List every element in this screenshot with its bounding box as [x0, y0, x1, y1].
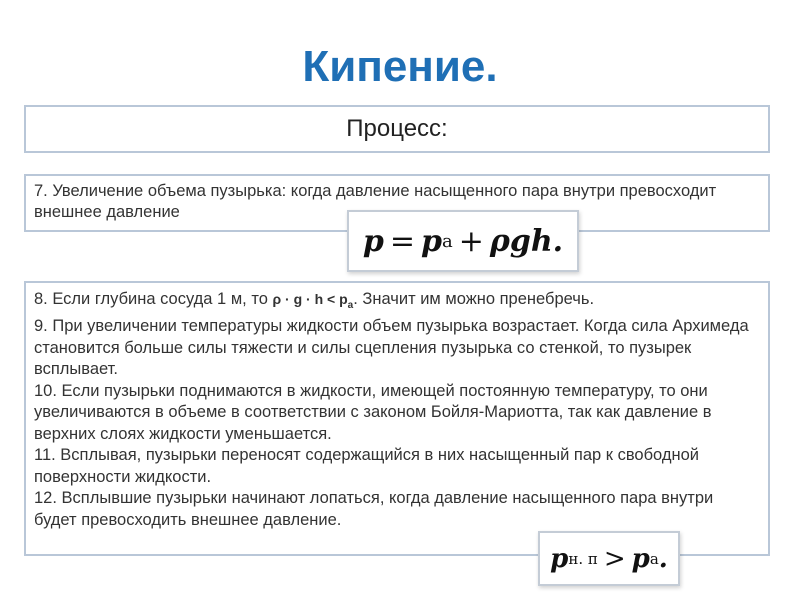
formula-1-plus: +: [458, 223, 484, 259]
formula-pressure-inside: [347, 210, 579, 272]
list-item-9: 9. При увеличении температуры жидкости объем пузырька возрастает. Когда сила Архимеда становится больше силы тяжести и силы сцепления пузырька со стенкой, то пузырек всплывает.: [34, 317, 749, 379]
item-8-prefix: 8. Если глубина сосуда 1 м, то: [34, 290, 268, 308]
formula-2-sub1: н. п: [568, 549, 598, 568]
formula-2-p2: p: [631, 543, 650, 574]
list-item-11: 11. Всплывая, пузырьки переносят содержащийся в них насыщенный пар к свободной поверхности жидкости.: [34, 446, 699, 486]
formula-2-p1: p: [550, 543, 569, 574]
formula-1-equals: =: [389, 223, 416, 259]
item-8-suffix: . Значит им можно пренебречь.: [353, 290, 595, 308]
formula-2-gt: >: [603, 543, 626, 574]
subtitle-text: Процесс:: [346, 115, 448, 142]
formula-1-sub: а: [442, 230, 453, 252]
step-7-text: 7. Увеличение объема пузырька: когда давление насыщенного пара внутри превосходит внешнее давление: [34, 182, 717, 221]
formula-boiling-condition: [538, 531, 680, 586]
list-item-12: 12. Всплывшие пузырьки начинают лопаться, когда давление насыщенного пара внутри будет превосходить внешнее давление.: [34, 489, 714, 529]
item-8-relation-text: ρ · g · h < p: [272, 291, 348, 307]
formula-1-p: p: [421, 223, 443, 259]
item-8-relation-sub: а: [347, 299, 354, 311]
subtitle-box: [24, 105, 770, 153]
process-steps-box: [24, 281, 770, 556]
formula-1-lhs: p: [362, 223, 384, 259]
formula-1-rest: ρgh.: [489, 223, 564, 259]
item-8-relation: [272, 291, 354, 311]
list-item-10: 10. Если пузырьки поднимаются в жидкости, имеющей постоянную температуру, то они увеличиваются в объеме в соответствии с законом Бойля-Мариотта, так как давление в верхних слоях жидкости уменьшается.: [34, 381, 712, 443]
slide-title: Кипение.: [302, 42, 498, 91]
formula-2-sub2: а: [649, 549, 659, 568]
list-item-8: [34, 289, 760, 316]
formula-2-end: .: [658, 543, 668, 574]
